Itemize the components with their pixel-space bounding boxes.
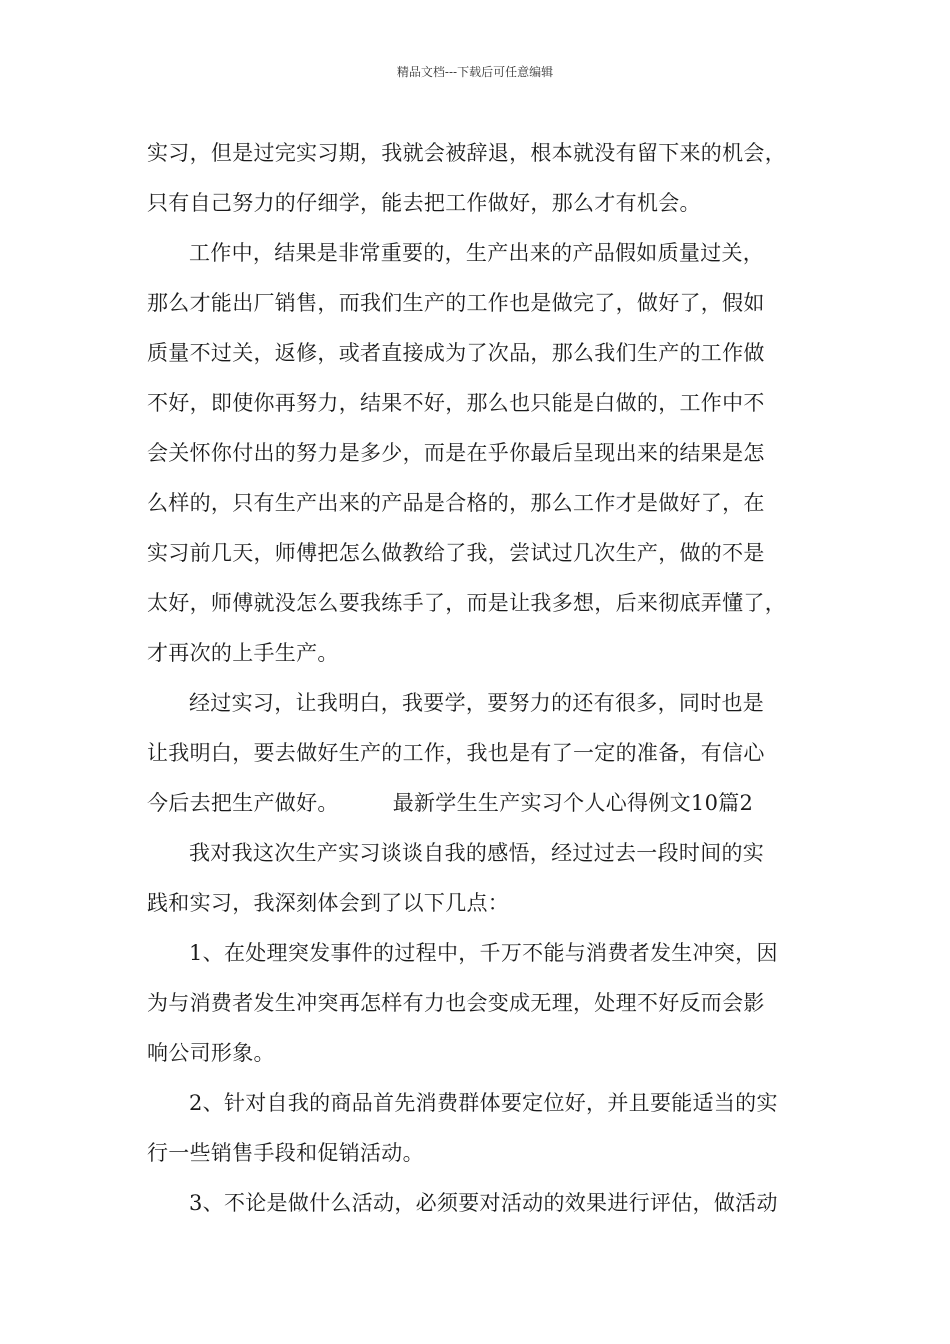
text-line: 那么才能出厂销售，而我们生产的工作也是做完了，做好了，假如 [147,291,765,315]
paragraph-start: 经过实习，让我明白，我要学，要努力的还有很多，同时也是 [189,691,765,715]
text-line: 太好，师傅就没怎么要我练手了，而是让我多想，后来彻底弄懂了， [147,591,786,615]
text-line: 行一些销售手段和促销活动。 [147,1141,424,1165]
text-line: 么样的，只有生产出来的产品是合格的，那么工作才是做好了，在 [147,491,765,515]
text-fragment: 今后去把生产做好。 [147,791,339,815]
text-line: 实习，但是过完实习期，我就会被辞退，根本就没有留下来的机会， [147,141,786,165]
text-line-with-title [147,778,809,828]
text-line: 践和实习，我深刻体会到了以下几点： [147,891,510,915]
list-item-2: 2、针对自我的商品首先消费群体要定位好，并且要能适当的实 [189,1091,778,1115]
text-line: 让我明白，要去做好生产的工作，我也是有了一定的准备，有信心 [147,741,765,765]
text-line: 为与消费者发生冲突再怎样有力也会变成无理，处理不好反而会影 [147,991,765,1015]
text-line: 质量不过关，返修，或者直接成为了次品，那么我们生产的工作做 [147,341,765,365]
text-line: 响公司形象。 [147,1041,275,1065]
list-item-3: 3、不论是做什么活动，必须要对活动的效果进行评估，做活动 [189,1191,778,1215]
paragraph-start: 工作中，结果是非常重要的，生产出来的产品假如质量过关， [189,241,765,265]
text-line: 只有自己努力的仔细学，能去把工作做好，那么才有机会。 [147,191,701,215]
text-line: 会关怀你付出的努力是多少，而是在乎你最后呈现出来的结果是怎 [147,441,765,465]
text-line: 不好，即使你再努力，结果不好，那么也只能是白做的，工作中不 [147,391,765,415]
text-line: 实习前几天，师傅把怎么做教给了我，尝试过几次生产，做的不是 [147,541,765,565]
section-title: 最新学生生产实习个人心得例文10篇2 [392,791,754,815]
list-item-1: 1、在处理突发事件的过程中，千万不能与消费者发生冲突，因 [189,941,778,965]
text-line: 才再次的上手生产。 [147,641,339,665]
paragraph-start: 我对我这次生产实习谈谈自我的感悟，经过过去一段时间的实 [189,841,765,865]
page-header: 精品文档---下载后可任意编辑 [396,65,554,79]
document-body [147,128,809,1228]
